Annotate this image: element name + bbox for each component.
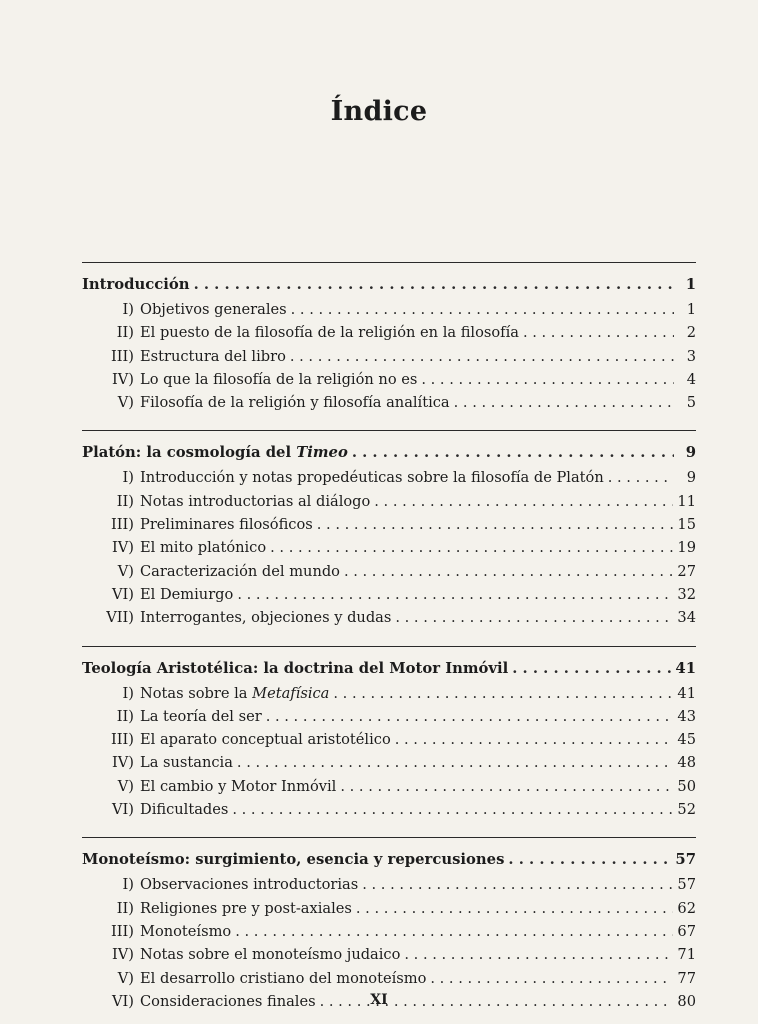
leader-dots xyxy=(421,368,674,391)
toc-subentry[interactable] xyxy=(82,943,696,966)
subentry-page-number: 2 xyxy=(686,324,696,342)
toc-chapter-entry[interactable] xyxy=(82,655,696,682)
subentry-numeral: I) xyxy=(122,876,134,894)
subentry-title-text: Consideraciones finales xyxy=(140,992,316,1010)
chapter-title-text: Introducción xyxy=(82,276,190,293)
subentry-title-text: Introducción y notas propedéuticas sobre la filosofía de Platón xyxy=(140,469,604,487)
subentry-title xyxy=(140,466,604,489)
subentry-numeral: III) xyxy=(111,516,134,534)
subentry-numeral: III) xyxy=(111,731,134,749)
toc-chapter-entry[interactable] xyxy=(82,439,696,466)
leader-dots xyxy=(430,967,673,990)
table-of-contents xyxy=(82,262,696,1013)
section-divider xyxy=(82,430,696,431)
toc-chapter-entry[interactable] xyxy=(82,271,696,298)
subentry-title-text: Caracterización del mundo xyxy=(140,562,340,580)
subentry-numeral: VI) xyxy=(112,585,134,603)
leader-dots xyxy=(291,298,674,321)
leader-dots xyxy=(362,873,673,896)
leader-dots xyxy=(333,682,673,705)
toc-section xyxy=(82,646,696,822)
toc-subentry[interactable] xyxy=(82,920,696,943)
toc-subentry[interactable] xyxy=(82,490,696,513)
subentry-title-text: El mito platónico xyxy=(140,539,267,557)
page-number-folio: XI xyxy=(370,992,388,1008)
subentry-page-number: 4 xyxy=(686,370,696,388)
leader-dots xyxy=(232,798,673,821)
leader-dots xyxy=(512,655,671,682)
toc-section xyxy=(82,430,696,629)
chapter-title xyxy=(82,846,504,873)
leader-dots xyxy=(454,391,674,414)
subentry-page-number: 41 xyxy=(677,684,696,702)
subentry-title-text: Monoteísmo xyxy=(140,922,232,940)
toc-subentry[interactable] xyxy=(82,798,696,821)
subentry-page-number: 67 xyxy=(677,922,696,940)
section-divider xyxy=(82,646,696,647)
chapter-title-text: Teología Aristotélica: la doctrina del Motor Inmóvil xyxy=(82,659,509,677)
subentry-numeral: V) xyxy=(117,394,134,412)
subentry-title xyxy=(140,368,417,391)
toc-subentry[interactable] xyxy=(82,298,696,321)
subentry-numeral: IV) xyxy=(112,370,134,388)
subentry-numeral: VI) xyxy=(112,801,134,819)
toc-chapter-entry[interactable] xyxy=(82,846,696,873)
subentry-page-number: 50 xyxy=(677,777,696,795)
leader-dots xyxy=(508,846,671,873)
leader-dots xyxy=(237,583,673,606)
subentry-page-number: 27 xyxy=(677,562,696,580)
subentry-title xyxy=(140,583,233,606)
subentry-title xyxy=(140,298,287,321)
subentry-title xyxy=(140,705,262,728)
subentry-title-text: El Demiurgo xyxy=(140,585,234,603)
toc-section xyxy=(82,837,696,1013)
toc-subentry[interactable] xyxy=(82,751,696,774)
leader-dots xyxy=(374,490,673,513)
subentry-page-number: 71 xyxy=(677,946,696,964)
subentry-title-text: Preliminares filosóficos xyxy=(140,516,313,534)
chapter-title xyxy=(82,655,508,682)
leader-dots xyxy=(608,466,674,489)
subentry-title-text: Dificultades xyxy=(140,801,229,819)
subentry-title xyxy=(140,943,400,966)
subentry-page-number: 80 xyxy=(677,992,696,1010)
subentry-title-text: El desarrollo cristiano del monoteísmo xyxy=(140,969,427,987)
subentry-title-text: El aparato conceptual aristotélico xyxy=(140,731,391,749)
toc-subentry[interactable] xyxy=(82,967,696,990)
subentry-numeral: V) xyxy=(117,969,134,987)
subentry-numeral: I) xyxy=(122,469,134,487)
chapter-title-text: Platón: la cosmología del xyxy=(82,444,297,462)
leader-dots xyxy=(523,321,674,344)
toc-subentry[interactable] xyxy=(82,897,696,920)
chapter-page-number: 41 xyxy=(675,659,696,677)
subentry-numeral: II) xyxy=(116,324,134,342)
subentry-numeral: IV) xyxy=(112,539,134,557)
subentry-title xyxy=(140,391,450,414)
subentry-title-text: La teoría del ser xyxy=(140,707,262,725)
subentry-title-text: Filosofía de la religión y filosofía analítica xyxy=(140,394,450,412)
subentry-title-text: Religiones pre y post-axiales xyxy=(140,899,352,917)
subentry-page-number: 11 xyxy=(677,492,696,510)
subentry-title xyxy=(140,490,370,513)
page-title: Índice xyxy=(330,96,428,127)
leader-dots xyxy=(344,560,673,583)
toc-subentry[interactable] xyxy=(82,321,696,344)
subentry-page-number: 9 xyxy=(686,469,696,487)
subentry-page-number: 19 xyxy=(677,539,696,557)
chapter-title-text: Monoteísmo: surgimiento, esencia y repercusiones xyxy=(82,851,505,869)
subentry-numeral: VII) xyxy=(106,609,134,627)
toc-subentry[interactable] xyxy=(82,682,696,705)
subentry-page-number: 45 xyxy=(677,731,696,749)
subentry-title xyxy=(140,560,340,583)
subentry-numeral: V) xyxy=(117,562,134,580)
subentry-page-number: 32 xyxy=(677,585,696,603)
toc-subentry[interactable] xyxy=(82,728,696,751)
subentry-numeral: V) xyxy=(117,777,134,795)
subentry-numeral: II) xyxy=(116,492,134,510)
leader-dots xyxy=(340,775,673,798)
subentry-title xyxy=(140,682,329,705)
subentry-title-text: El cambio y Motor Inmóvil xyxy=(140,777,337,795)
subentry-title-text: Interrogantes, objeciones y dudas xyxy=(140,609,392,627)
subentry-page-number: 43 xyxy=(677,707,696,725)
leader-dots xyxy=(317,513,674,536)
subentry-title xyxy=(140,728,391,751)
leader-dots xyxy=(237,751,674,774)
leader-dots xyxy=(404,943,673,966)
subentry-numeral: IV) xyxy=(112,754,134,772)
subentry-title xyxy=(140,513,313,536)
leader-dots xyxy=(290,345,674,368)
subentry-page-number: 57 xyxy=(677,876,696,894)
chapter-page-number: 57 xyxy=(675,851,696,869)
subentry-title xyxy=(140,536,266,559)
leader-dots xyxy=(395,606,673,629)
leader-dots xyxy=(194,271,674,298)
subentry-title-text: La sustancia xyxy=(140,754,233,772)
subentry-title xyxy=(140,345,286,368)
subentry-title xyxy=(140,606,391,629)
leader-dots xyxy=(356,897,674,920)
subentry-title-text: Notas sobre el monoteísmo judaico xyxy=(140,946,401,964)
toc-subentry[interactable] xyxy=(82,391,696,414)
subentry-title xyxy=(140,897,352,920)
subentry-title xyxy=(140,873,358,896)
subentry-page-number: 15 xyxy=(677,516,696,534)
leader-dots xyxy=(266,705,674,728)
subentry-page-number: 77 xyxy=(677,969,696,987)
section-divider xyxy=(82,837,696,838)
chapter-title xyxy=(82,271,190,298)
subentry-numeral: II) xyxy=(116,899,134,917)
subentry-numeral: III) xyxy=(111,922,134,940)
subentry-page-number: 3 xyxy=(686,347,696,365)
subentry-numeral: III) xyxy=(111,347,134,365)
toc-subentry[interactable] xyxy=(82,775,696,798)
subentry-title-text: Notas sobre la xyxy=(140,684,253,702)
subentry-page-number: 5 xyxy=(686,394,696,412)
subentry-title-text: Estructura del libro xyxy=(140,347,286,365)
toc-subentry[interactable] xyxy=(82,536,696,559)
subentry-title-text: Lo que la filosofía de la religión no es xyxy=(140,370,418,388)
subentry-numeral: I) xyxy=(122,684,134,702)
subentry-title xyxy=(140,775,336,798)
subentry-title xyxy=(140,321,519,344)
subentry-numeral: VI) xyxy=(112,992,134,1010)
subentry-title xyxy=(140,798,228,821)
toc-subentry[interactable] xyxy=(82,873,696,896)
toc-subentry[interactable] xyxy=(82,466,696,489)
subentry-title xyxy=(140,920,231,943)
chapter-title xyxy=(82,439,348,466)
leader-dots xyxy=(395,728,674,751)
subentry-page-number: 52 xyxy=(677,801,696,819)
subentry-page-number: 1 xyxy=(686,301,696,318)
section-divider xyxy=(82,262,696,263)
chapter-page-number: 9 xyxy=(685,444,696,462)
subentry-page-number: 34 xyxy=(677,609,696,627)
leader-dots xyxy=(235,920,673,943)
toc-subentry[interactable] xyxy=(82,560,696,583)
toc-subentry[interactable] xyxy=(82,513,696,536)
subentry-numeral: IV) xyxy=(112,946,134,964)
toc-subentry[interactable] xyxy=(82,345,696,368)
toc-subentry[interactable] xyxy=(82,583,696,606)
toc-section xyxy=(82,262,696,414)
subentry-title xyxy=(140,967,426,990)
subentry-page-number: 48 xyxy=(677,754,696,772)
toc-subentry[interactable] xyxy=(82,368,696,391)
chapter-page-number: 1 xyxy=(685,276,696,293)
leader-dots xyxy=(352,439,674,466)
leader-dots xyxy=(270,536,673,559)
subentry-title xyxy=(140,751,233,774)
subentry-title-italic: Metafísica xyxy=(252,684,330,702)
subentry-title-text: Observaciones introductorias xyxy=(140,876,359,894)
toc-subentry[interactable] xyxy=(82,606,696,629)
subentry-title-text: El puesto de la filosofía de la religión en la filosofía xyxy=(140,324,519,342)
chapter-title-italic: Timeo xyxy=(296,444,348,462)
subentry-numeral: I) xyxy=(122,301,134,318)
subentry-title-text: Notas introductorias al diálogo xyxy=(140,492,371,510)
subentry-numeral: II) xyxy=(116,707,134,725)
toc-subentry[interactable] xyxy=(82,705,696,728)
subentry-page-number: 62 xyxy=(677,899,696,917)
subentry-title-text: Objetivos generales xyxy=(140,301,287,318)
